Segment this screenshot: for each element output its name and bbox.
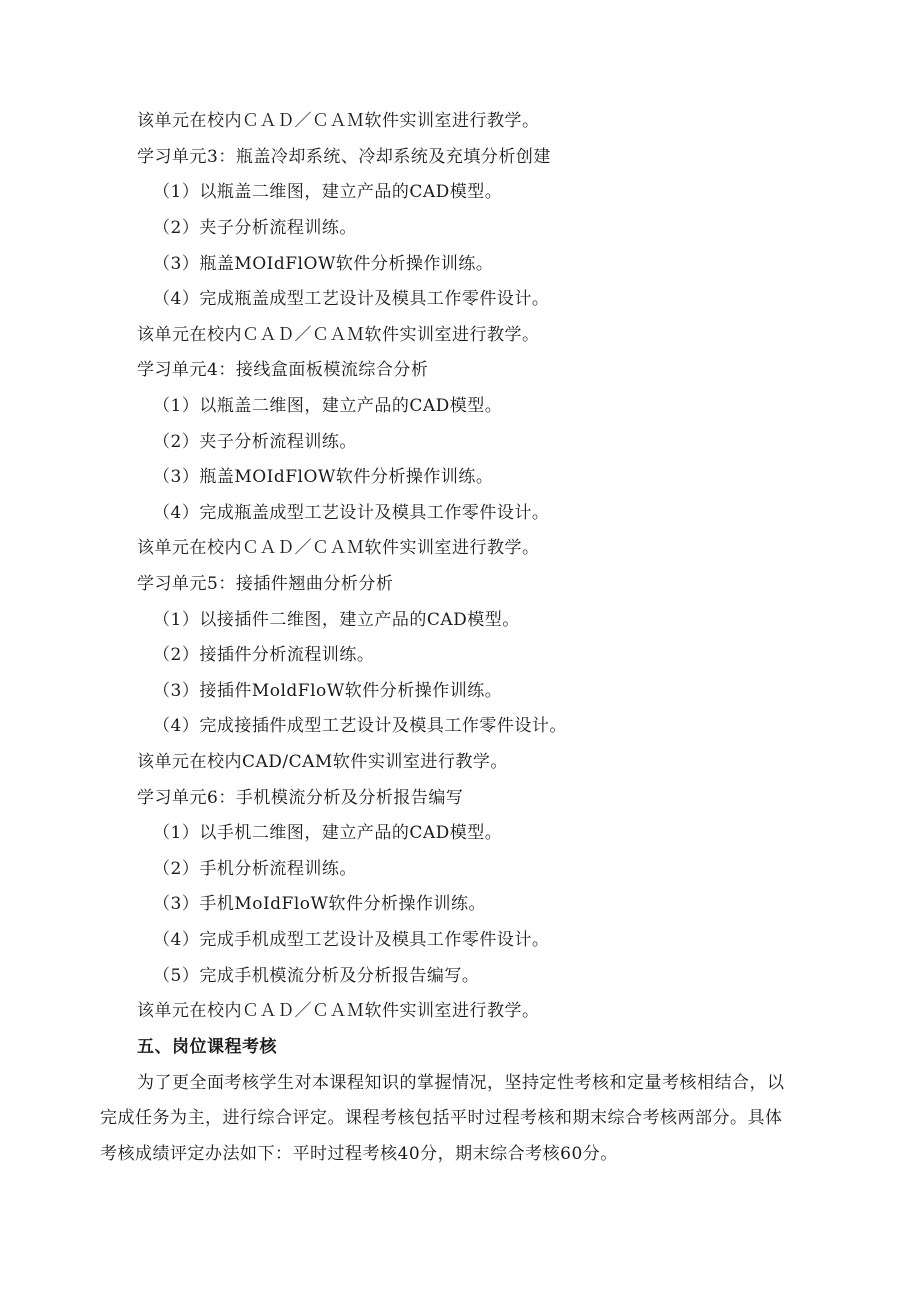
list-item: （5）完成手机模流分析及分析报告编写。 bbox=[153, 966, 480, 986]
paragraph-line: 为了更全面考核学生对本课程知识的掌握情况，坚持定性考核和定量考核相结合，以 bbox=[137, 1073, 785, 1093]
list-item: （4）完成接插件成型工艺设计及模具工作零件设计。 bbox=[153, 716, 567, 736]
list-item: （1）以瓶盖二维图，建立产品的CAD模型。 bbox=[153, 182, 503, 202]
text-line: 该单元在校内ＣＡＤ／ＣＡＭ软件实训室进行教学。 bbox=[137, 1001, 540, 1021]
paragraph-line: 考核成绩评定办法如下：平时过程考核40分，期末综合考核60分。 bbox=[100, 1144, 618, 1164]
list-item: （1）以接插件二维图，建立产品的CAD模型。 bbox=[153, 610, 520, 630]
list-item: （4）完成手机成型工艺设计及模具工作零件设计。 bbox=[153, 930, 550, 950]
list-item: （2）夹子分析流程训练。 bbox=[153, 432, 357, 452]
list-item: （2）夹子分析流程训练。 bbox=[153, 218, 357, 238]
section-heading: 五、岗位课程考核 bbox=[137, 1037, 277, 1057]
text-line: 该单元在校内ＣＡＤ／ＣＡＭ软件实训室进行教学。 bbox=[137, 538, 540, 558]
unit-title: 学习单元3：瓶盖冷却系统、冷却系统及充填分析创建 bbox=[137, 147, 551, 167]
list-item: （1）以瓶盖二维图，建立产品的CAD模型。 bbox=[153, 396, 503, 416]
list-item: （3）瓶盖MOIdFlOW软件分析操作训练。 bbox=[153, 467, 494, 487]
list-item: （3）接插件MoldFloW软件分析操作训练。 bbox=[153, 681, 503, 701]
text-line: 该单元在校内ＣＡＤ／ＣＡＭ软件实训室进行教学。 bbox=[137, 325, 540, 345]
paragraph-line: 完成任务为主，进行综合评定。课程考核包括平时过程考核和期末综合考核两部分。具体 bbox=[100, 1108, 783, 1128]
text-line: 该单元在校内CAD/CAM软件实训室进行教学。 bbox=[137, 752, 508, 772]
list-item: （2）手机分析流程训练。 bbox=[153, 859, 357, 879]
list-item: （1）以手机二维图，建立产品的CAD模型。 bbox=[153, 823, 503, 843]
list-item: （2）接插件分析流程训练。 bbox=[153, 645, 375, 665]
text-line: 该单元在校内ＣＡＤ／ＣＡＭ软件实训室进行教学。 bbox=[137, 111, 540, 131]
unit-title: 学习单元4：接线盒面板模流综合分析 bbox=[137, 360, 429, 380]
list-item: （4）完成瓶盖成型工艺设计及模具工作零件设计。 bbox=[153, 503, 550, 523]
unit-title: 学习单元6：手机模流分析及分析报告编写 bbox=[137, 788, 464, 808]
unit-title: 学习单元5：接插件翘曲分析分析 bbox=[137, 574, 394, 594]
list-item: （3）手机MoIdFloW软件分析操作训练。 bbox=[153, 894, 486, 914]
list-item: （3）瓶盖MOIdFlOW软件分析操作训练。 bbox=[153, 254, 494, 274]
list-item: （4）完成瓶盖成型工艺设计及模具工作零件设计。 bbox=[153, 289, 550, 309]
